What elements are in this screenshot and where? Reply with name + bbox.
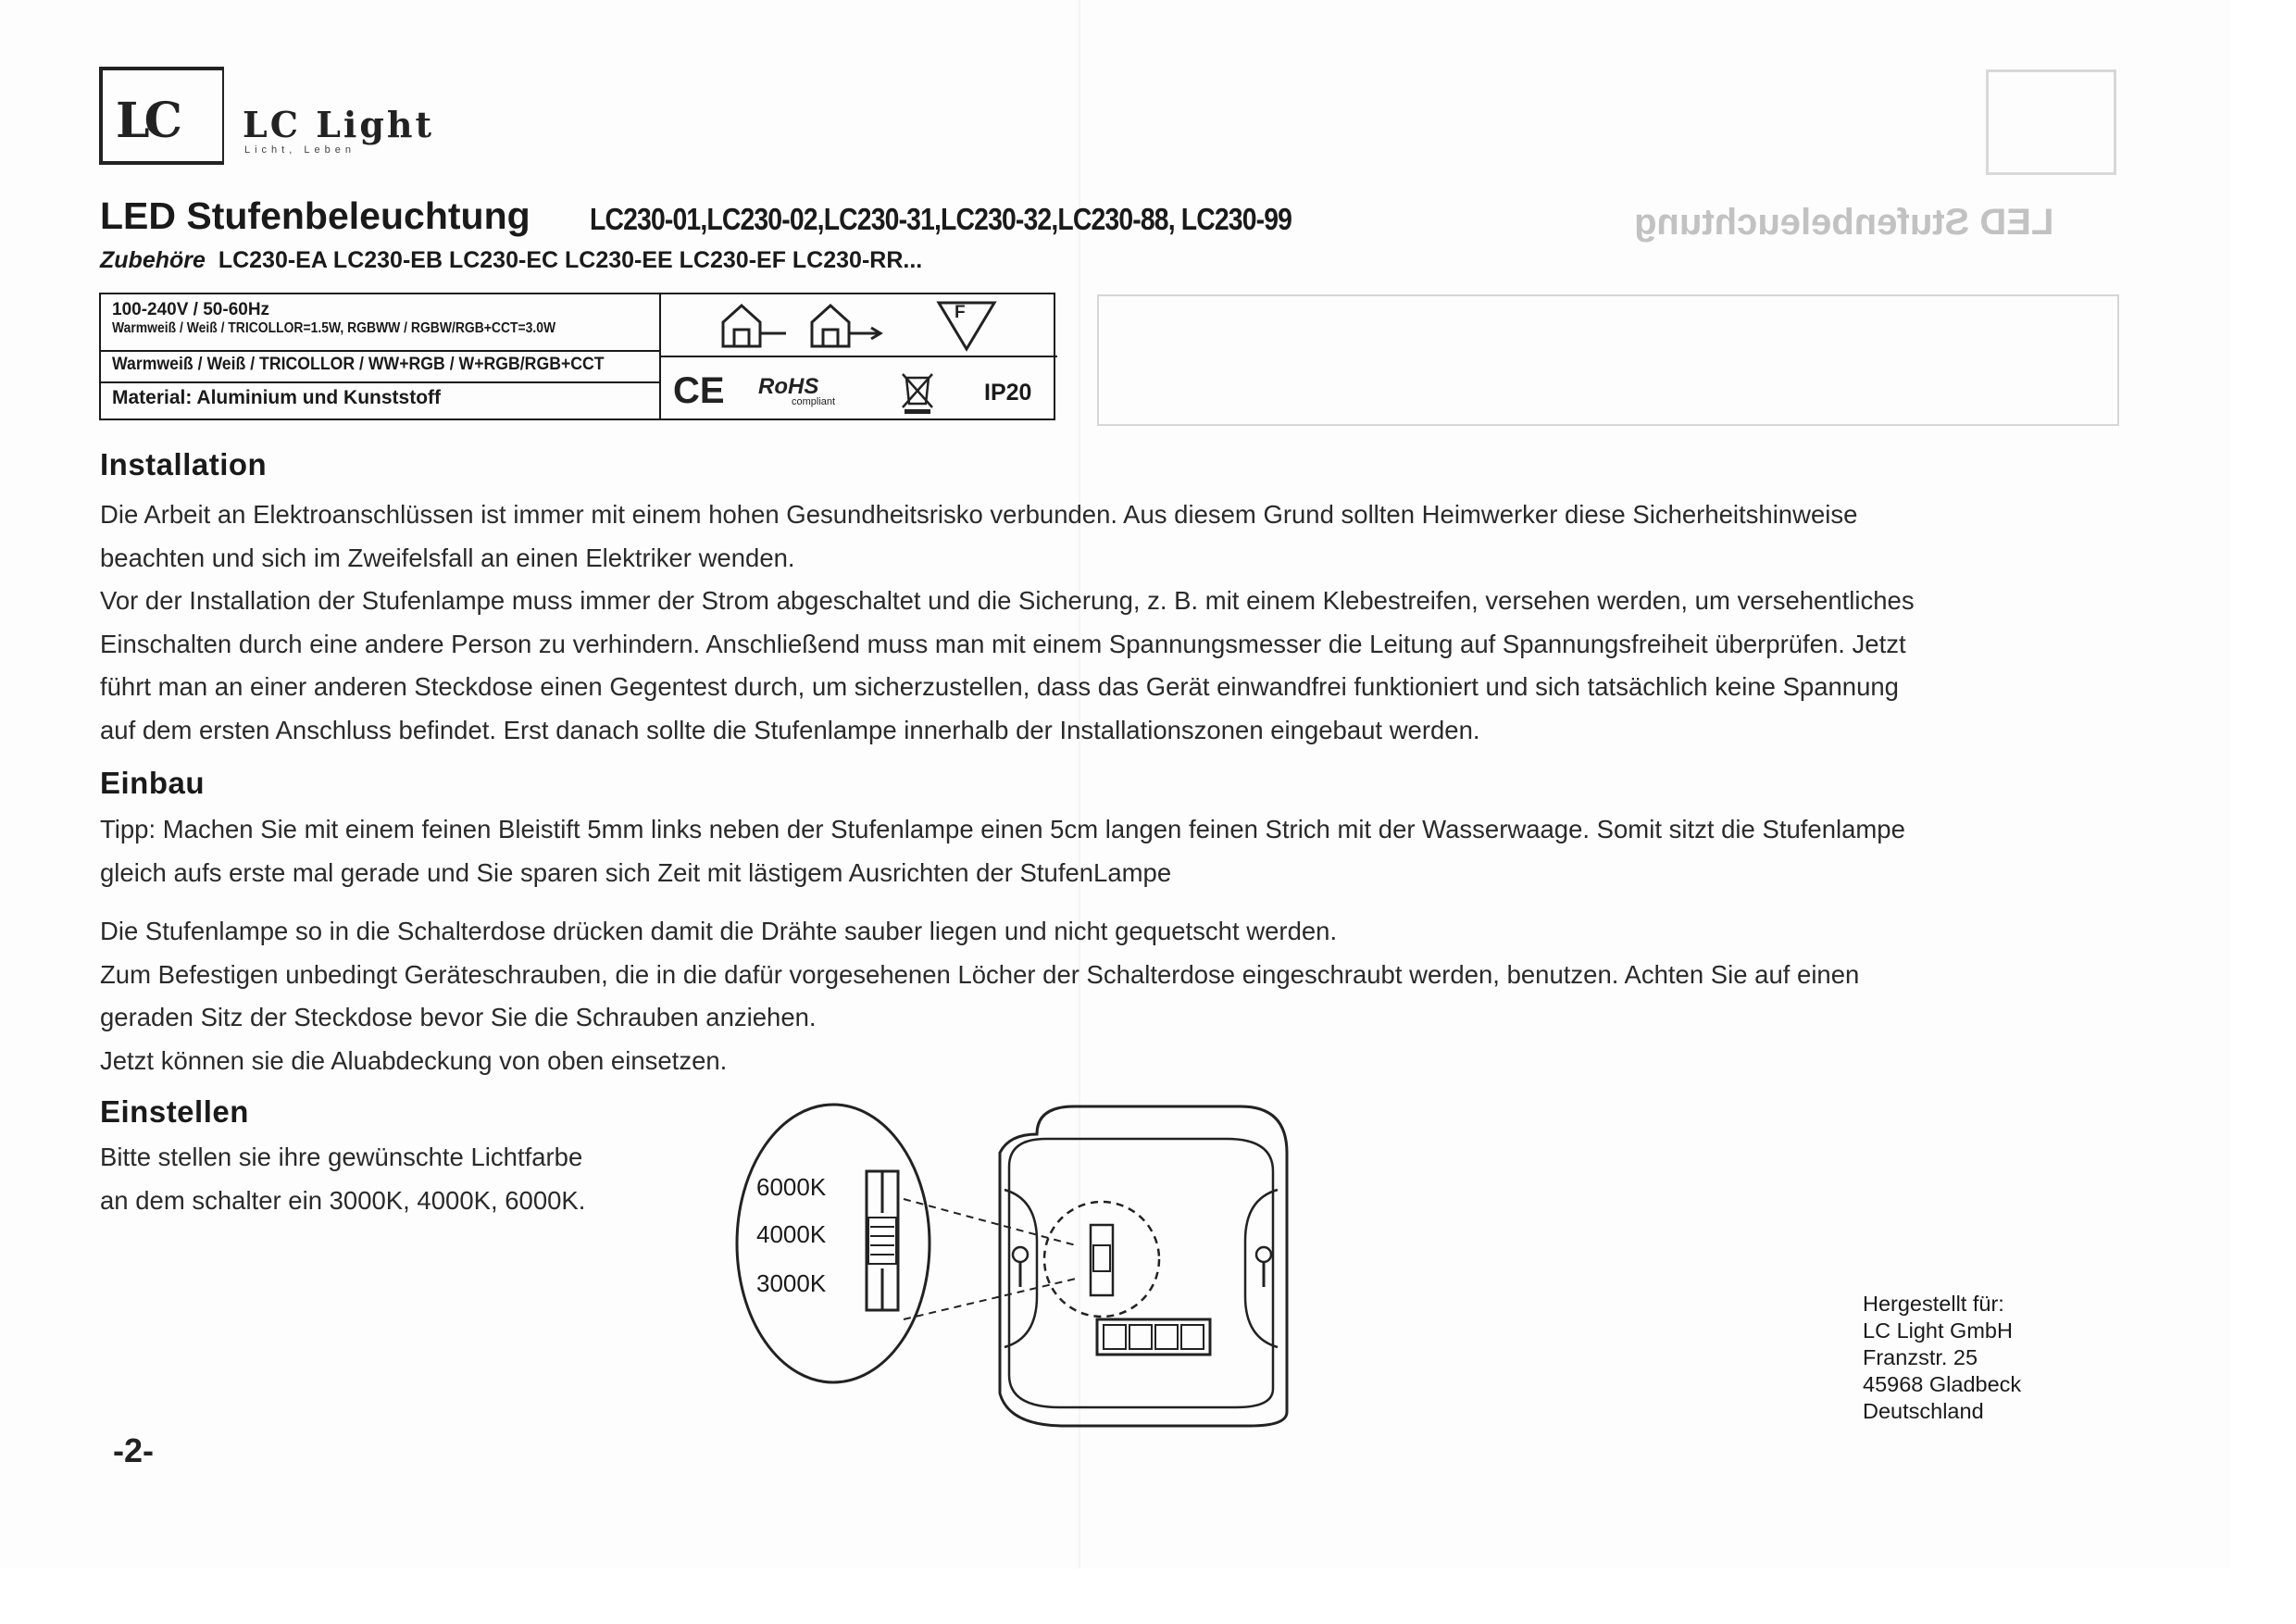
rohs-sub: compliant bbox=[792, 396, 836, 407]
einbau-text bbox=[100, 910, 1859, 1082]
manufacturer-country: Deutschland bbox=[1863, 1399, 1984, 1423]
brand-name: LC Light bbox=[243, 104, 435, 145]
f-mark-label: F bbox=[955, 303, 966, 322]
ce-mark-icon: CE bbox=[673, 370, 725, 411]
f-mark-icon bbox=[934, 298, 999, 354]
spec-power: Warmweiß / Weiß / TRICOLLOR=1.5W, RGBWW / RGBW/RGB+CCT=3.0W bbox=[112, 320, 556, 336]
scan-margin-bottom bbox=[0, 1568, 2296, 1624]
brand-logo-mark: LC bbox=[116, 93, 177, 149]
einbau-tip bbox=[100, 808, 1905, 894]
rohs-icon bbox=[758, 374, 835, 407]
installation-text bbox=[100, 493, 1915, 752]
bleed-through-logo bbox=[1986, 69, 2116, 175]
socket-box-outline bbox=[1000, 1106, 1287, 1426]
spec-voltage: 100-240V / 50-60Hz bbox=[112, 300, 270, 319]
accessories-codes: LC230-EA LC230-EB LC230-EC LC230-EE LC230-EF LC230-RR... bbox=[218, 247, 923, 273]
bleed-through-block bbox=[1097, 294, 2119, 426]
einbau-line: Jetzt können sie die Aluabdeckung von oben einsetzen. bbox=[100, 1045, 728, 1075]
installation-line: Die Arbeit an Elektroanschlüssen ist immer mit einem hohen Gesundheitsrisko verbunden. Aus diesem Grund sollten Heimwerker diese Sicherheitshinweise bbox=[100, 500, 1858, 529]
switch-diagram bbox=[731, 1097, 1333, 1435]
spec-row-divider bbox=[659, 356, 1057, 357]
einbau-line: Die Stufenlampe so in die Schalterdose drücken damit die Drähte sauber liegen und nicht gequetscht werden. bbox=[100, 917, 1338, 945]
installation-line: Einschalten durch eine andere Person zu verhindern. Anschließend muss man mit einem Spannungsmesser die Leitung auf Spannungsfreiheit überprüfen. Jetzt bbox=[100, 629, 1906, 658]
einstellen-heading: Einstellen bbox=[100, 1094, 249, 1129]
installation-line: Vor der Installation der Stufenlampe muss immer der Strom abgeschaltet und die Sicherung, z. B. mit einem Klebestreifen, versehen werden, um versehentliches bbox=[100, 586, 1915, 615]
spec-row-divider bbox=[101, 350, 659, 352]
brand-tagline: Licht, Leben bbox=[244, 144, 356, 156]
einbau-heading: Einbau bbox=[100, 766, 206, 800]
spec-colors: Warmweiß / Weiß / TRICOLLOR / WW+RGB / W+RGB/RGB+CCT bbox=[112, 355, 605, 374]
manufacturer-company: LC Light GmbH bbox=[1863, 1318, 2013, 1343]
einbau-line: Zum Befestigen unbedingt Geräteschrauben, die in die dafür vorgesehenen Löcher der Schalterdose eingeschraubt werden, benutzen. Achten Sie auf einen bbox=[100, 959, 1860, 989]
einstellen-line: Bitte stellen sie ihre gewünschte Lichtfarbe bbox=[100, 1143, 583, 1171]
einstellen-text bbox=[100, 1136, 585, 1222]
manufacturer-block bbox=[1863, 1291, 2021, 1425]
step-3000k: 3000K bbox=[756, 1269, 827, 1297]
installation-line: auf dem ersten Anschluss befindet. Erst danach sollte die Stufenlampe innerhalb der Installationszonen eingebaut werden. bbox=[100, 715, 1480, 744]
spec-row-divider bbox=[101, 381, 659, 383]
scan-margin-right bbox=[2231, 0, 2296, 1624]
spec-table bbox=[99, 293, 1055, 420]
step-6000k: 6000K bbox=[756, 1173, 827, 1201]
bleed-through-title: LED Stufenbeleuchtung bbox=[1634, 202, 2054, 243]
rohs-label: RoHS bbox=[758, 374, 819, 399]
installation-line: beachten und sich im Zweifelsfall an einen Elektriker wenden. bbox=[100, 543, 795, 572]
mounting-symbols-icon bbox=[712, 300, 897, 354]
einbau-tip-line: gleich aufs erste mal gerade und Sie sparen sich Zeit mit lästigem Ausrichten der StufenLampe bbox=[100, 857, 1172, 887]
page-title: LED Stufenbeleuchtung bbox=[100, 194, 530, 237]
product-codes: LC230-01,LC230-02,LC230-31,LC230-32,LC230-88, LC230-99 bbox=[590, 202, 1292, 236]
manufacturer-street: Franzstr. 25 bbox=[1863, 1345, 1978, 1369]
einbau-tip-line: Tipp: Machen Sie mit einem feinen Bleistift 5mm links neben der Stufenlampe einen 5cm langen feinen Strich mit der Wasserwaage. Somit sitzt die Stufenlampe bbox=[100, 815, 1905, 843]
spec-material: Material: Aluminium und Kunststoff bbox=[112, 387, 442, 408]
page-number: -2- bbox=[113, 1431, 154, 1469]
zoom-connector bbox=[904, 1279, 1076, 1319]
ip-rating: IP20 bbox=[984, 380, 1032, 406]
accessories-line bbox=[100, 247, 922, 274]
step-4000k: 4000K bbox=[756, 1220, 827, 1248]
einstellen-line: an dem schalter ein 3000K, 4000K, 6000K. bbox=[100, 1185, 586, 1215]
installation-heading: Installation bbox=[100, 447, 268, 481]
manufacturer-city: 45968 Gladbeck bbox=[1863, 1372, 2022, 1396]
manufacturer-label: Hergestellt für: bbox=[1863, 1292, 2004, 1316]
weee-bin-icon bbox=[897, 369, 938, 415]
switch-location-circle bbox=[1044, 1202, 1159, 1317]
accessories-label: Zubehöre bbox=[100, 247, 206, 273]
brand-logo bbox=[99, 67, 224, 165]
einbau-line: geraden Sitz der Steckdose bevor Sie die Schrauben anziehen. bbox=[100, 1003, 817, 1031]
installation-line: führt man an einer anderen Steckdose einen Gegentest durch, um sicherzustellen, dass das Gerät einwandfrei funktioniert und sich tatsächlich keine Spannung bbox=[100, 672, 1899, 701]
